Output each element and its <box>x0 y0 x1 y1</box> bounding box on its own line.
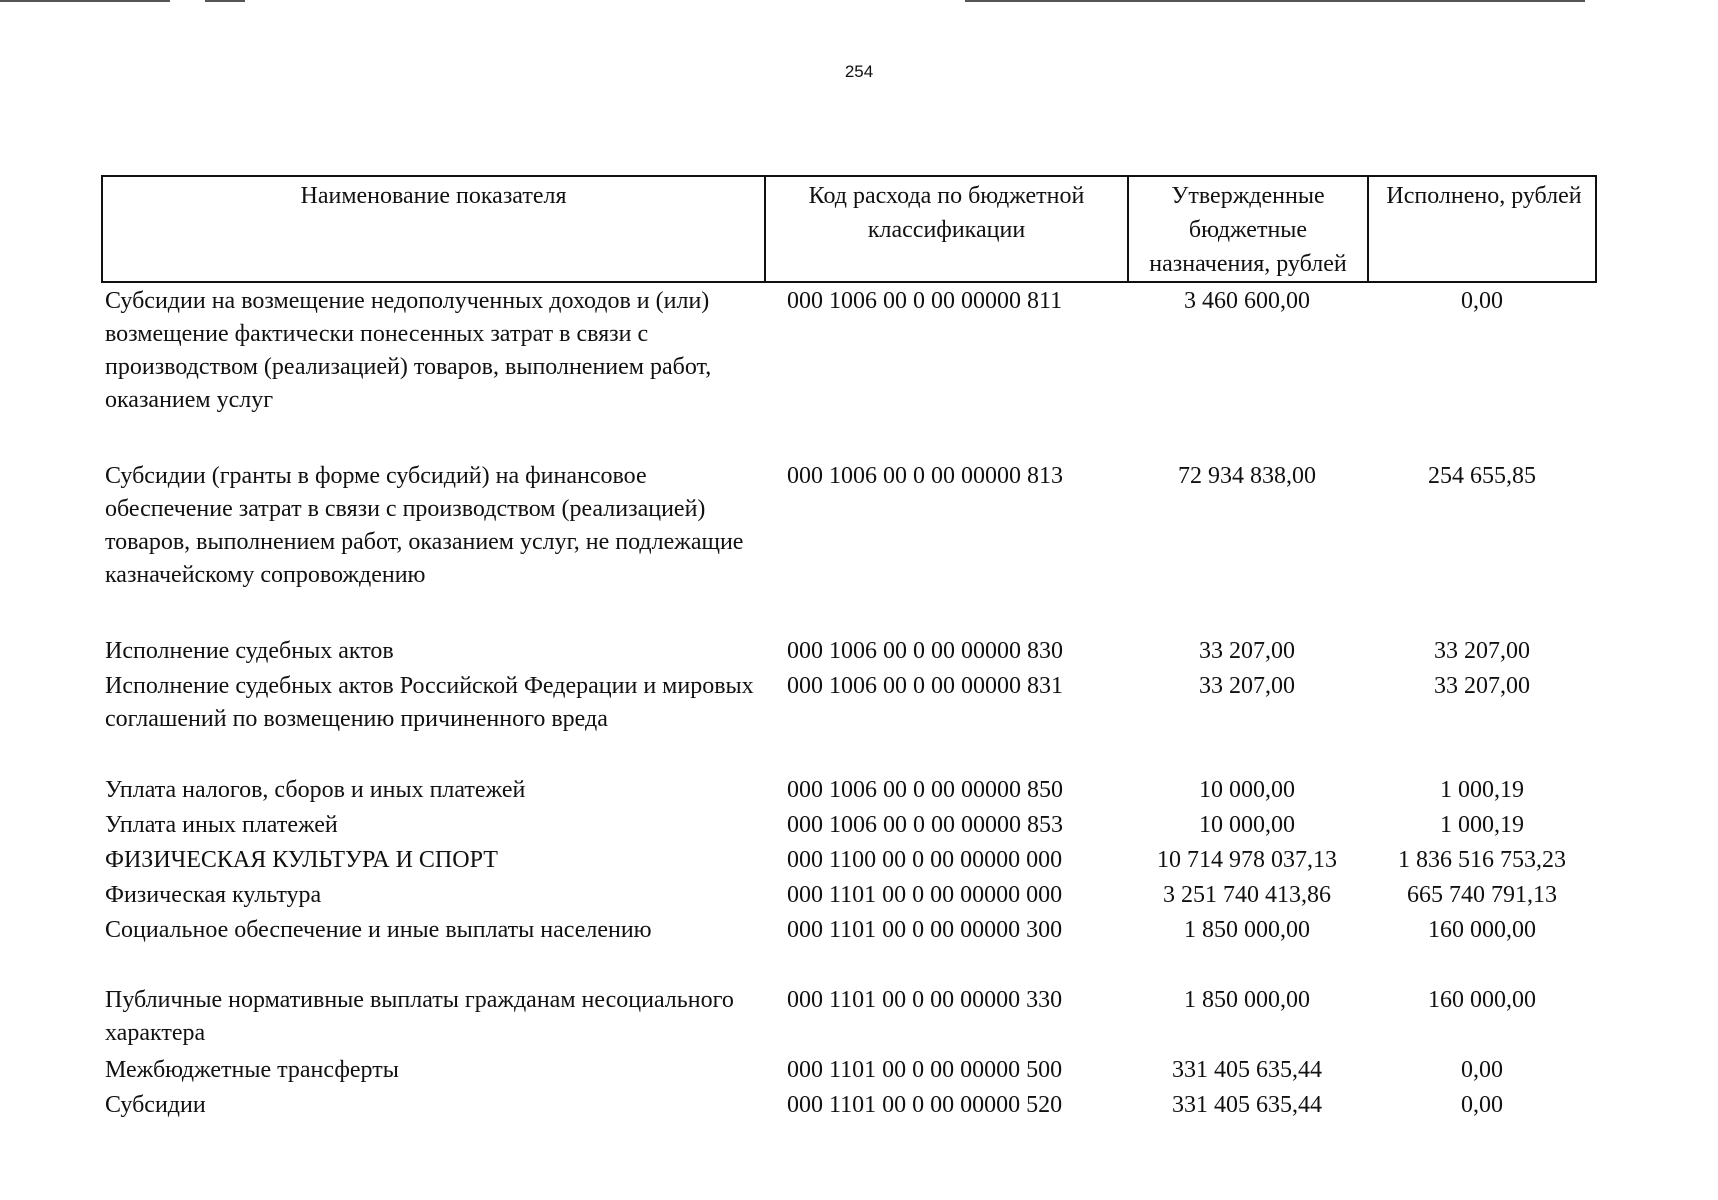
expense-code: 000 1006 00 0 00 00000 853 <box>787 812 1063 838</box>
expense-code: 000 1006 00 0 00 00000 831 <box>787 673 1063 699</box>
header-executed: Исполнено, рублей <box>1386 183 1582 209</box>
executed-amount: 160 000,00 <box>1428 917 1536 943</box>
indicator-name: Уплата иных платежей <box>105 812 338 838</box>
indicator-name: Физическая культура <box>105 882 322 908</box>
expense-code: 000 1101 00 0 00 00000 520 <box>787 1092 1063 1118</box>
table-row <box>101 774 1597 807</box>
indicator-name: Уплата налогов, сборов и иных платежей <box>105 777 526 803</box>
approved-amount: 1 850 000,00 <box>1184 987 1310 1013</box>
expense-code: 000 1101 00 0 00 00000 330 <box>787 987 1063 1013</box>
table-row <box>101 285 1597 417</box>
table-row <box>101 984 1597 1050</box>
header-approved: Утвержденные бюджетные назначения, рублей <box>1129 177 1369 281</box>
table-header <box>101 175 1597 283</box>
indicator-name: ФИЗИЧЕСКАЯ КУЛЬТУРА И СПОРТ <box>105 847 498 873</box>
header-expense-code: Код расхода по бюджетной классификации <box>766 177 1129 281</box>
indicator-name: Публичные нормативные выплаты гражданам несоциального характера <box>105 987 734 1046</box>
table-row <box>101 670 1597 736</box>
expense-code: 000 1101 00 0 00 00000 500 <box>787 1057 1063 1083</box>
budget-table <box>101 175 1597 1118</box>
expense-code: 000 1101 00 0 00 00000 300 <box>787 917 1063 943</box>
executed-amount: 665 740 791,13 <box>1407 882 1557 908</box>
expense-code: 000 1006 00 0 00 00000 811 <box>787 288 1063 314</box>
executed-amount: 1 836 516 753,23 <box>1398 847 1566 873</box>
expense-code: 000 1101 00 0 00 00000 000 <box>787 882 1063 908</box>
table-row <box>101 844 1597 877</box>
expense-code: 000 1006 00 0 00 00000 830 <box>787 638 1063 664</box>
executed-amount: 33 207,00 <box>1434 673 1530 699</box>
approved-amount: 10 000,00 <box>1199 777 1295 803</box>
approved-amount: 33 207,00 <box>1199 638 1295 664</box>
executed-amount: 33 207,00 <box>1434 638 1530 664</box>
indicator-name: Субсидии на возмещение недополученных доходов и (или) возмещение фактически понесенных затрат в связи с производством (реализацией) товаров, выполнением работ, оказанием услуг <box>105 288 712 413</box>
approved-amount: 331 405 635,44 <box>1172 1057 1322 1083</box>
scan-edge-mark <box>965 0 1585 2</box>
table-row <box>101 809 1597 842</box>
expense-code: 000 1006 00 0 00 00000 850 <box>787 777 1063 803</box>
table-row <box>101 1089 1597 1122</box>
table-row <box>101 635 1597 668</box>
table-row <box>101 914 1597 947</box>
executed-amount: 0,00 <box>1461 288 1503 314</box>
expense-code: 000 1006 00 0 00 00000 813 <box>787 463 1063 489</box>
page-number: 254 <box>844 62 874 81</box>
table-row <box>101 460 1597 592</box>
approved-amount: 3 251 740 413,86 <box>1163 882 1331 908</box>
table-row <box>101 879 1597 912</box>
approved-amount: 33 207,00 <box>1199 673 1295 699</box>
approved-amount: 10 000,00 <box>1199 812 1295 838</box>
indicator-name: Исполнение судебных актов <box>105 638 394 664</box>
scan-edge-mark <box>205 0 245 2</box>
indicator-name: Субсидии (гранты в форме субсидий) на финансовое обеспечение затрат в связи с производством (реализацией) товаров, выполнением работ, оказанием услуг, не подлежащие казначейскому сопровождению <box>105 463 744 588</box>
indicator-name: Исполнение судебных актов Российской Федерации и мировых соглашений по возмещению причиненного вреда <box>105 673 754 732</box>
executed-amount: 0,00 <box>1461 1057 1503 1083</box>
executed-amount: 1 000,19 <box>1440 777 1524 803</box>
approved-amount: 3 460 600,00 <box>1184 288 1310 314</box>
executed-amount: 254 655,85 <box>1428 463 1536 489</box>
executed-amount: 160 000,00 <box>1428 987 1536 1013</box>
approved-amount: 10 714 978 037,13 <box>1157 847 1337 873</box>
approved-amount: 72 934 838,00 <box>1178 463 1316 489</box>
expense-code: 000 1100 00 0 00 00000 000 <box>787 847 1063 873</box>
indicator-name: Субсидии <box>105 1092 206 1118</box>
executed-amount: 1 000,19 <box>1440 812 1524 838</box>
approved-amount: 1 850 000,00 <box>1184 917 1310 943</box>
scan-edge-mark <box>0 0 170 2</box>
executed-amount: 0,00 <box>1461 1092 1503 1118</box>
indicator-name: Межбюджетные трансферты <box>105 1057 399 1083</box>
indicator-name: Социальное обеспечение и иные выплаты населению <box>105 917 652 943</box>
header-indicator-name: Наименование показателя <box>103 177 766 281</box>
table-row <box>101 1054 1597 1087</box>
approved-amount: 331 405 635,44 <box>1172 1092 1322 1118</box>
